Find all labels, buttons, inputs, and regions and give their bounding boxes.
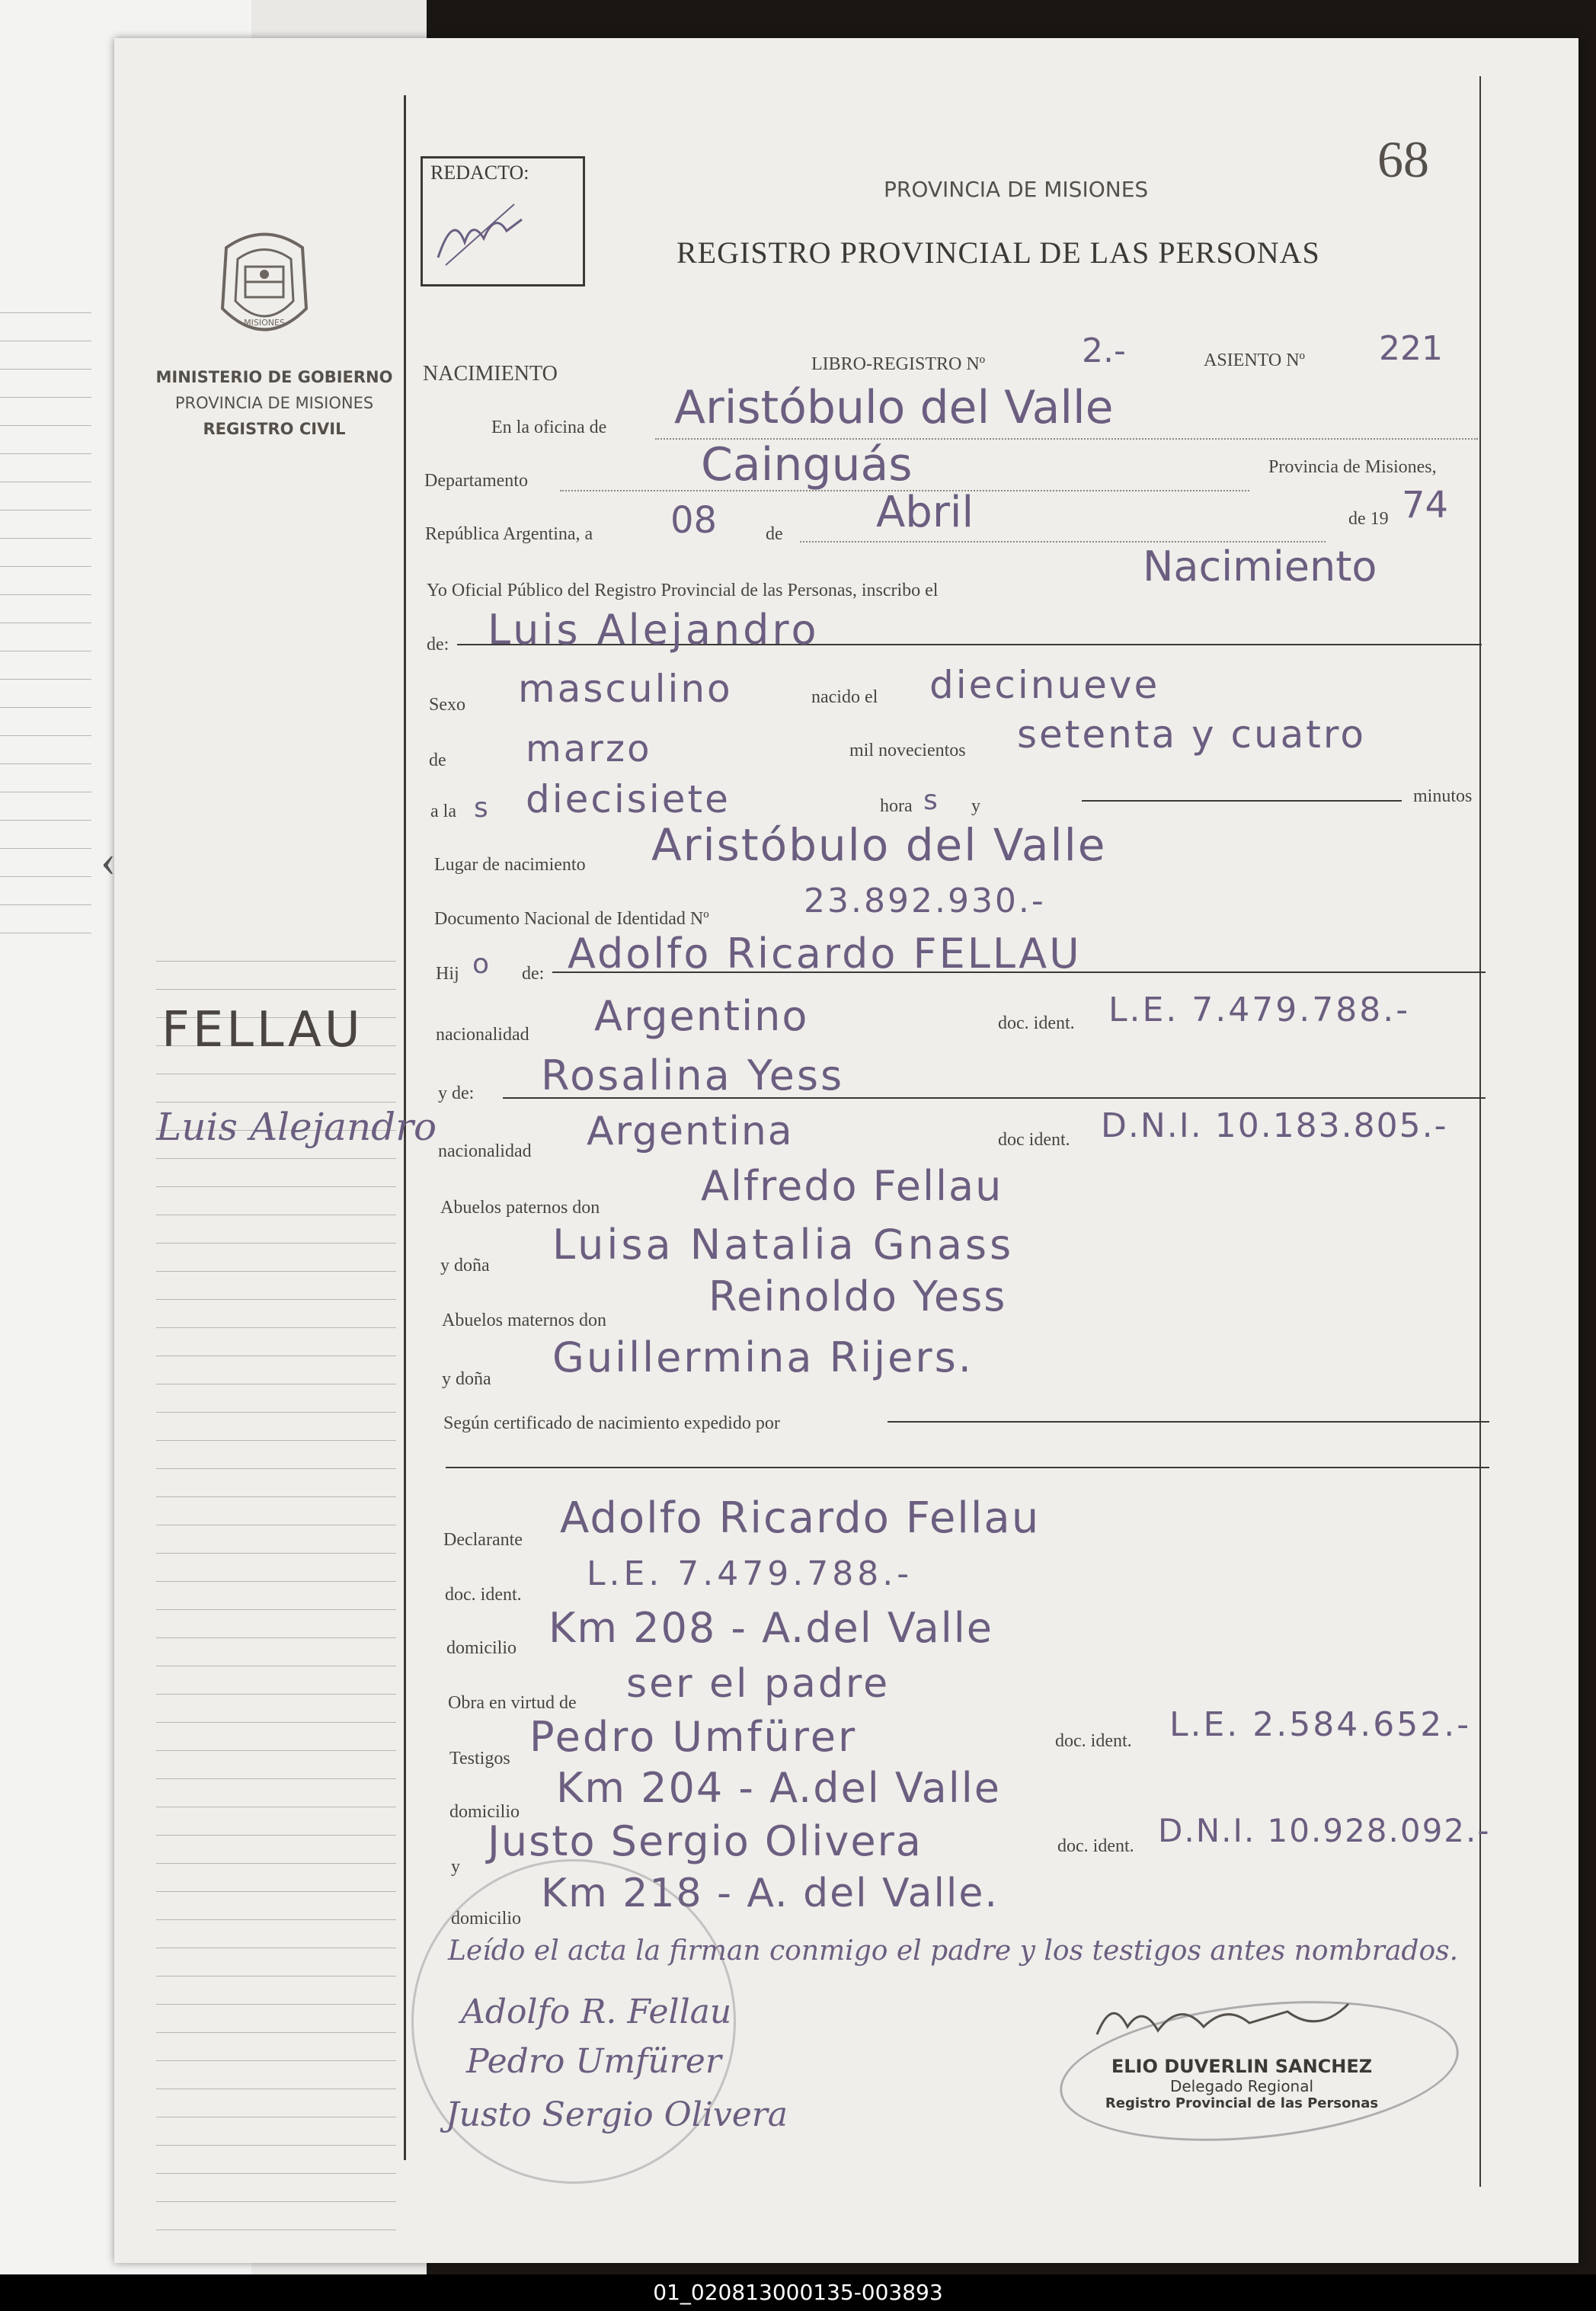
provincial-crest-icon xyxy=(211,225,318,347)
ministry-block xyxy=(145,364,404,442)
ap-dona-value: Luisa Natalia Gnass xyxy=(552,1221,1015,1269)
image-caption: 01_020813000135-003893 xyxy=(0,2274,1596,2311)
ruled-line xyxy=(0,397,91,398)
ruled-line xyxy=(156,1891,396,1892)
witness2-signature: Justo Sergio Olivera xyxy=(446,2095,788,2134)
nac1-label: nacionalidad xyxy=(436,1025,529,1045)
departamento-value: Cainguás xyxy=(701,438,913,491)
testigo1-value: Pedro Umfürer xyxy=(529,1713,858,1761)
t2-doc-label: doc. ident. xyxy=(1057,1836,1134,1856)
ruled-line xyxy=(156,2201,396,2202)
ruled-line xyxy=(156,1299,396,1300)
ruled-line xyxy=(0,679,91,680)
ruled-line xyxy=(156,1863,396,1864)
ruled-line xyxy=(0,425,91,426)
ap-don-label: Abuelos paternos don xyxy=(440,1198,600,1218)
ruled-line xyxy=(156,1102,396,1103)
t2-dom-label: domicilio xyxy=(451,1909,521,1929)
hijo-suffix: o xyxy=(472,949,490,980)
ruled-line xyxy=(156,2145,396,2146)
mother-value: Rosalina Yess xyxy=(541,1051,845,1099)
y2-label: y xyxy=(451,1857,460,1877)
month-value: Abril xyxy=(876,488,974,537)
official-block xyxy=(1089,2056,1394,2111)
ruled-line xyxy=(0,510,91,511)
minutos-line xyxy=(1082,800,1402,802)
t2-doc-value: D.N.I. 10.928.092.- xyxy=(1158,1812,1491,1849)
testigo2-value: Justo Sergio Olivera xyxy=(488,1817,923,1865)
ruled-line xyxy=(156,1496,396,1497)
hora-label: hora xyxy=(880,796,913,816)
ruled-line xyxy=(0,848,91,849)
ruled-line xyxy=(0,566,91,567)
yo-label: Yo Oficial Público del Registro Provincial de las Personas, inscribo el xyxy=(427,581,939,600)
declarante-value: Adolfo Ricardo Fellau xyxy=(560,1493,1041,1543)
t1-doc-label: doc. ident. xyxy=(1055,1731,1132,1751)
ruled-line xyxy=(156,1835,396,1836)
ruled-line xyxy=(156,2060,396,2061)
ruled-line xyxy=(156,989,396,990)
official-name: ELIO DUVERLIN SANCHEZ xyxy=(1111,2056,1373,2077)
yde-label: y de: xyxy=(438,1083,475,1103)
ruled-line xyxy=(156,1919,396,1920)
certificado-label: Según certificado de nacimiento expedido por xyxy=(443,1413,780,1433)
am-dona-label: y doña xyxy=(442,1369,491,1389)
ruled-line xyxy=(156,961,396,962)
ruled-line xyxy=(156,1553,396,1554)
ruled-line xyxy=(156,1468,396,1469)
dni-label: Documento Nacional de Identidad Nº xyxy=(434,909,709,929)
ruled-line xyxy=(0,876,91,877)
de2-label: de: xyxy=(427,635,449,655)
ruled-line xyxy=(156,1412,396,1413)
day-value: 08 xyxy=(670,499,718,542)
nac2-value: Argentina xyxy=(587,1109,794,1154)
libro-value: 2.- xyxy=(1082,331,1126,370)
year-value: 74 xyxy=(1402,484,1449,527)
de3-label: de xyxy=(429,751,446,770)
page-right-rule xyxy=(1479,76,1481,2187)
obra-value: ser el padre xyxy=(626,1661,891,1707)
ruled-line xyxy=(156,1609,396,1610)
testigos-label: Testigos xyxy=(449,1749,510,1768)
father-value: Adolfo Ricardo FELLAU xyxy=(568,930,1082,978)
record-type: NACIMIENTO xyxy=(423,362,558,386)
decl-dom-value: Km 208 - A.del Valle xyxy=(549,1604,993,1652)
province-title: PROVINCIA DE MISIONES xyxy=(884,177,1149,202)
hijo-label: Hij xyxy=(436,964,459,984)
declarante-label: Declarante xyxy=(443,1530,523,1550)
ruled-line xyxy=(0,594,91,595)
hora-suffix: s xyxy=(923,785,938,816)
departamento-label: Departamento xyxy=(424,471,528,491)
alas-label: a la xyxy=(430,802,456,821)
redacto-box xyxy=(421,156,585,286)
asiento-label: ASIENTO Nº xyxy=(1204,350,1305,370)
decl-doc-label: doc. ident. xyxy=(445,1585,522,1605)
doc1-value: L.E. 7.479.788.- xyxy=(1108,991,1411,1029)
oficina-label: En la oficina de xyxy=(491,418,607,437)
doc2-value: D.N.I. 10.183.805.- xyxy=(1101,1106,1448,1145)
ruled-line xyxy=(156,1440,396,1441)
nacido-label: nacido el xyxy=(811,687,878,707)
oficina-value: Aristóbulo del Valle xyxy=(674,381,1114,434)
ruled-line xyxy=(156,1327,396,1328)
redacto-label: REDACTO: xyxy=(430,162,529,184)
t1-dom-label: domicilio xyxy=(449,1802,520,1822)
ap-dona-label: y doña xyxy=(440,1256,490,1276)
ministry-line2: PROVINCIA DE MISIONES xyxy=(174,394,374,412)
ministry-line3: REGISTRO CIVIL xyxy=(203,420,346,438)
ruled-line xyxy=(156,1243,396,1244)
ruled-line xyxy=(156,1778,396,1779)
redacto-signature-icon xyxy=(430,197,529,273)
ruled-line xyxy=(0,735,91,736)
ruled-line xyxy=(156,2004,396,2005)
ruled-line xyxy=(156,1581,396,1582)
ruled-line xyxy=(156,1158,396,1159)
father-signature: Adolfo R. Fellau xyxy=(461,1993,732,2031)
hora-value: diecisiete xyxy=(526,777,731,821)
am-dona-value: Guillermina Rijers. xyxy=(552,1333,974,1381)
year-prefix: de 19 xyxy=(1348,509,1389,529)
ruled-line xyxy=(0,538,91,539)
doc2-label: doc ident. xyxy=(998,1130,1070,1150)
t1-dom-value: Km 204 - A.del Valle xyxy=(556,1764,1001,1812)
crest-text: MISIONES xyxy=(244,318,285,328)
certificado-line1 xyxy=(888,1421,1489,1423)
ruled-line xyxy=(156,1722,396,1723)
ruled-line xyxy=(0,763,91,764)
ruled-line xyxy=(0,369,91,370)
official-office: Registro Provincial de las Personas xyxy=(1105,2095,1379,2111)
ruled-line xyxy=(156,2032,396,2033)
obra-label: Obra en virtud de xyxy=(448,1693,577,1713)
ruled-line xyxy=(156,1694,396,1695)
mil-label: mil novecientos xyxy=(849,741,966,760)
decl-dom-label: domicilio xyxy=(446,1638,517,1658)
ruled-line xyxy=(156,1186,396,1187)
t2-dom-value: Km 218 - A. del Valle. xyxy=(541,1871,999,1916)
minutos-label: minutos xyxy=(1413,786,1473,806)
ruled-line xyxy=(0,820,91,821)
child-name-value: Luis Alejandro xyxy=(488,606,820,654)
sexo-label: Sexo xyxy=(429,695,465,715)
t1-doc-value: L.E. 2.584.652.- xyxy=(1169,1705,1472,1744)
margin-given-name: Luis Alejandro xyxy=(156,1105,437,1149)
decl-doc-value: L.E. 7.479.788.- xyxy=(587,1554,913,1593)
de-label: de xyxy=(766,524,783,544)
margin-surname: FELLAU xyxy=(162,1002,363,1058)
mil-value: setenta y cuatro xyxy=(1017,712,1366,757)
asiento-value: 221 xyxy=(1379,329,1443,368)
ruled-line xyxy=(0,312,91,313)
ruled-line xyxy=(156,1271,396,1272)
certificado-line2 xyxy=(446,1467,1489,1468)
ruled-line xyxy=(156,1750,396,1751)
doc1-label: doc. ident. xyxy=(998,1013,1075,1033)
nac1-value: Argentino xyxy=(594,992,809,1040)
nac2-label: nacionalidad xyxy=(438,1141,532,1161)
ministry-line1: MINISTERIO DE GOBIERNO xyxy=(155,368,393,386)
registry-title: REGISTRO PROVINCIAL DE LAS PERSONAS xyxy=(676,235,1320,270)
sexo-value: masculino xyxy=(518,667,733,711)
ap-don-value: Alfredo Fellau xyxy=(701,1162,1003,1210)
republica-label: República Argentina, a xyxy=(425,524,593,544)
official-role: Delegado Regional xyxy=(1169,2077,1314,2095)
ruled-line xyxy=(0,453,91,454)
ruled-line xyxy=(156,2173,396,2174)
alas-suffix: s xyxy=(474,792,488,824)
ruled-line xyxy=(156,2229,396,2230)
hijo-de-label: de: xyxy=(522,964,545,984)
birth-month-value: marzo xyxy=(526,728,652,770)
am-don-value: Reinoldo Yess xyxy=(708,1272,1007,1320)
witness1-signature: Pedro Umfürer xyxy=(466,2042,721,2081)
ruled-line xyxy=(156,1976,396,1977)
provincia-suffix: Provincia de Misiones, xyxy=(1268,457,1437,477)
y-label: y xyxy=(971,796,980,816)
am-don-label: Abuelos maternos don xyxy=(442,1311,606,1330)
libro-label: LIBRO-REGISTRO Nº xyxy=(811,354,986,374)
ruled-line xyxy=(0,707,91,708)
ruled-line xyxy=(156,1637,396,1638)
page-number: 68 xyxy=(1377,130,1429,188)
bracket-mark: ‹ xyxy=(101,835,116,885)
lugar-value: Aristóbulo del Valle xyxy=(651,819,1107,871)
ruled-line xyxy=(0,904,91,905)
closing-statement: Leído el acta la firman conmigo el padre y los testigos antes nombrados. xyxy=(448,1935,1459,1967)
lugar-label: Lugar de nacimiento xyxy=(434,855,586,875)
inscribo-value: Nacimiento xyxy=(1143,543,1377,591)
dni-value: 23.892.930.- xyxy=(804,882,1046,920)
nacido-value: diecinueve xyxy=(929,663,1160,707)
